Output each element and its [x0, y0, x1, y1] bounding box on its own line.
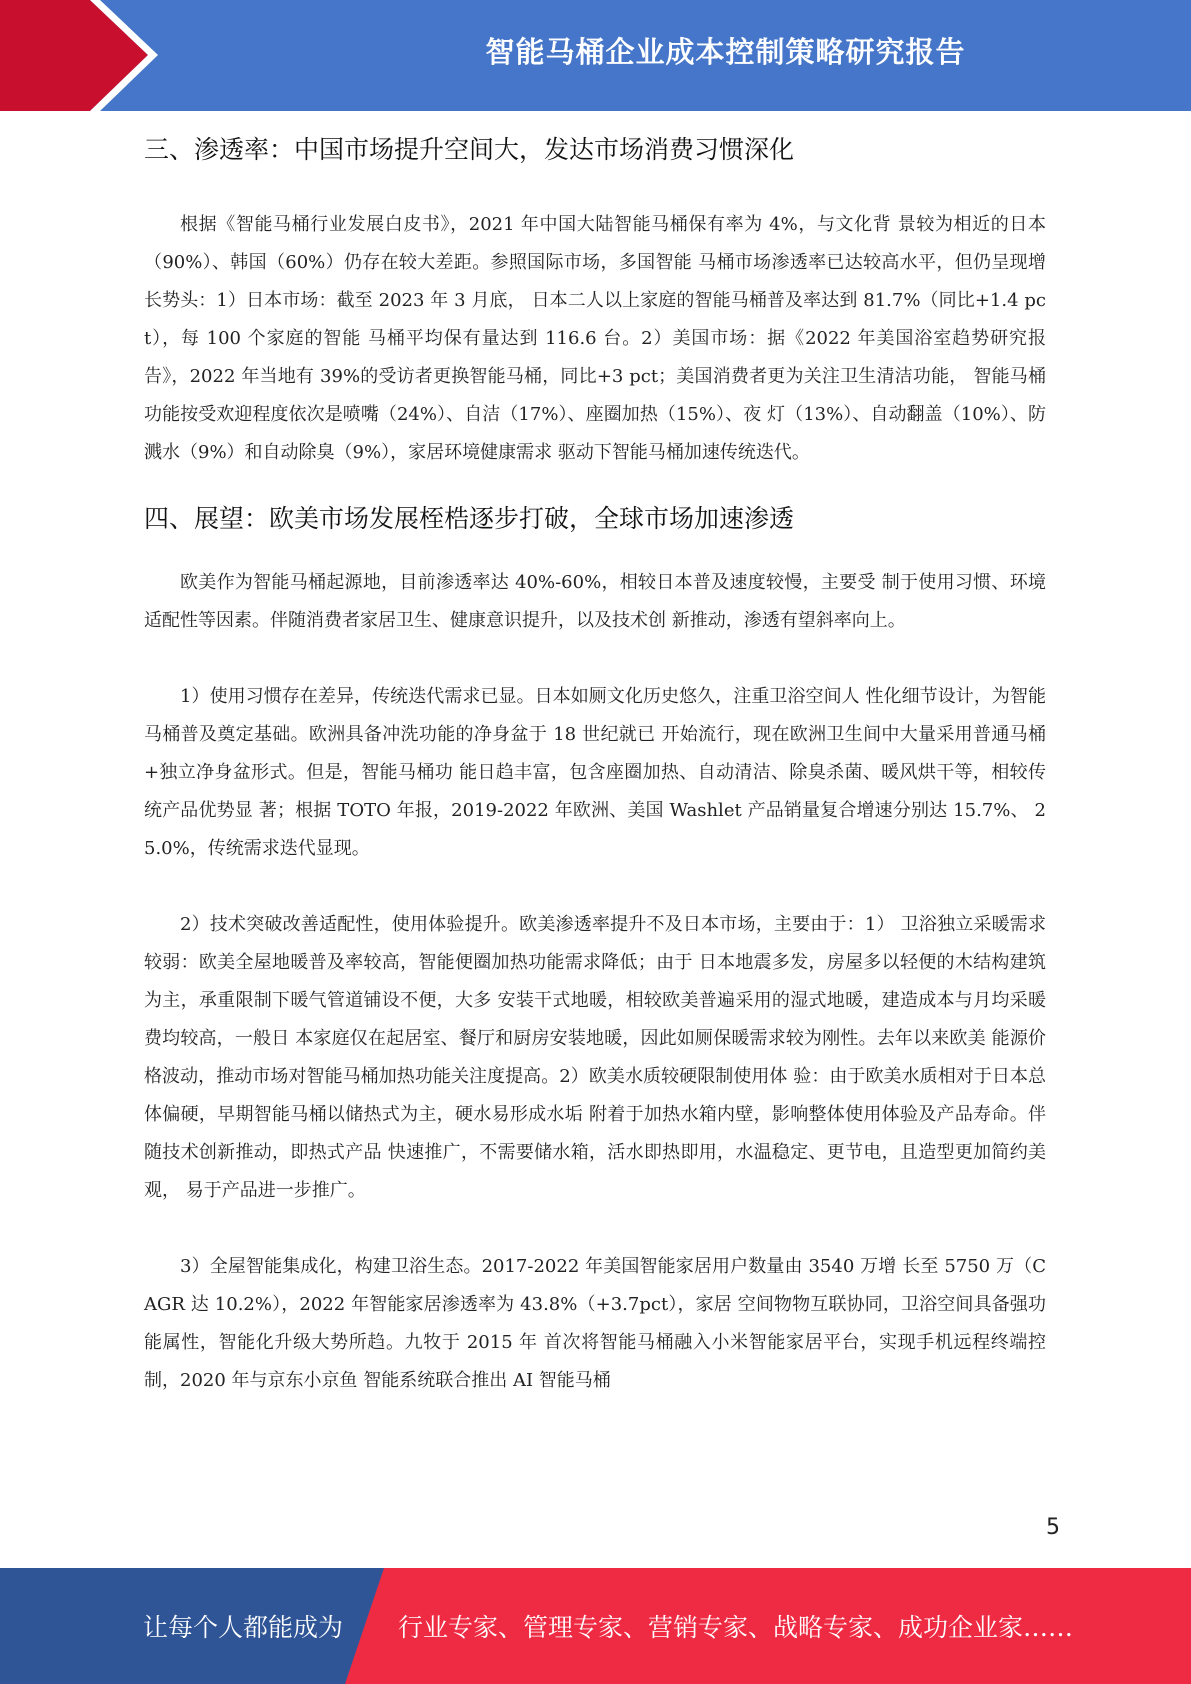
- paragraph-outlook-habits: 1）使用习惯存在差异，传统迭代需求已显。日本如厕文化历史悠久，注重卫浴空间人 性化细节设计，为智能马桶普及奠定基础。欧洲具备冲洗功能的净身盆于 18 世纪就已 开始流行，现在欧洲卫生间中大量采用普通马桶+独立净身盆形式。但是，智能马桶功 能日趋丰富，包含座圈加热、自动清洁、除臭杀菌、暖风烘干等，相较传统产品优势显 著；根据 TOTO 年报，2019-2022 年欧洲、美国 Washlet 产品销量复合增速分别达 15.7%、 25.0%，传统需求迭代显现。: [144, 686, 1046, 859]
- main-content: [144, 128, 1046, 1400]
- page-number: 5: [1046, 1515, 1060, 1540]
- footer-slogan-right: 行业专家、管理专家、营销专家、战略专家、成功企业家……: [398, 1613, 1074, 1642]
- page-header: [0, 0, 1191, 111]
- paragraph-penetration: 根据《智能马桶行业发展白皮书》，2021 年中国大陆智能马桶保有率为 4%，与文化背 景较为相近的日本（90%）、韩国（60%）仍存在较大差距。参照国际市场，多国智能 马桶市场渗透率已达较高水平，但仍呈现增长势头：1）日本市场：截至 2023 年 3 月底， 日本二人以上家庭的智能马桶普及率达到 81.7%（同比+1.4 pct），每 100 个家庭的智能 马桶平均保有量达到 116.6 台。2）美国市场：据《2022 年美国浴室趋势研究报告》，2022 年当地有 39%的受访者更换智能马桶，同比+3 pct；美国消费者更为关注卫生清洁功能， 智能马桶功能按受欢迎程度依次是喷嘴（24%）、自洁（17%）、座圈加热（15%）、夜 灯（13%）、自动翻盖（10%）、防溅水（9%）和自动除臭（9%），家居环境健康需求 驱动下智能马桶加速传统迭代。: [144, 214, 1046, 463]
- section-heading-outlook: 四、展望：欧美市场发展桎梏逐步打破，全球市场加速渗透: [144, 504, 795, 533]
- section-heading-penetration: 三、渗透率：中国市场提升空间大，发达市场消费习惯深化: [144, 135, 795, 164]
- footer-slogan-left: 让每个人都能成为: [143, 1613, 344, 1642]
- report-title: 智能马桶企业成本控制策略研究报告: [485, 34, 966, 69]
- paragraph-outlook-intro: 欧美作为智能马桶起源地，目前渗透率达 40%-60%，相较日本普及速度较慢，主要受 制于使用习惯、环境适配性等因素。伴随消费者家居卫生、健康意识提升，以及技术创 新推动，渗透有望斜率向上。: [144, 572, 1046, 631]
- paragraph-outlook-technology: 2）技术突破改善适配性，使用体验提升。欧美渗透率提升不及日本市场，主要由于：1） 卫浴独立采暖需求较弱：欧美全屋地暖普及率较高，智能便圈加热功能需求降低；由于 日本地震多发，房屋多以轻便的木结构建筑为主，承重限制下暖气管道铺设不便，大多 安装干式地暖，相较欧美普遍采用的湿式地暖，建造成本与月均采暖费均较高，一般日 本家庭仅在起居室、餐厅和厨房安装地暖，因此如厕保暖需求较为刚性。去年以来欧美 能源价格波动，推动市场对智能马桶加热功能关注度提高。2）欧美水质较硬限制使用体 验：由于欧美水质相对于日本总体偏硬，早期智能马桶以储热式为主，硬水易形成水垢 附着于加热水箱内壁，影响整体使用体验及产品寿命。伴随技术创新推动，即热式产品 快速推广，不需要储水箱，活水即热即用，水温稳定、更节电，且造型更加简约美观， 易于产品进一步推广。: [144, 914, 1046, 1201]
- page-footer: [0, 1568, 1191, 1684]
- paragraph-outlook-smart-home: 3）全屋智能集成化，构建卫浴生态。2017-2022 年美国智能家居用户数量由 3540 万增 长至 5750 万（CAGR 达 10.2%），2022 年智能家居渗透率为 43.8%（+3.7pct），家居 空间物物互联协同，卫浴空间具备强功能属性，智能化升级大势所趋。九牧于 2015 年 首次将智能马桶融入小米智能家居平台，实现手机远程终端控制，2020 年与京东小京鱼 智能系统联合推出 AI 智能马桶: [144, 1256, 1046, 1391]
